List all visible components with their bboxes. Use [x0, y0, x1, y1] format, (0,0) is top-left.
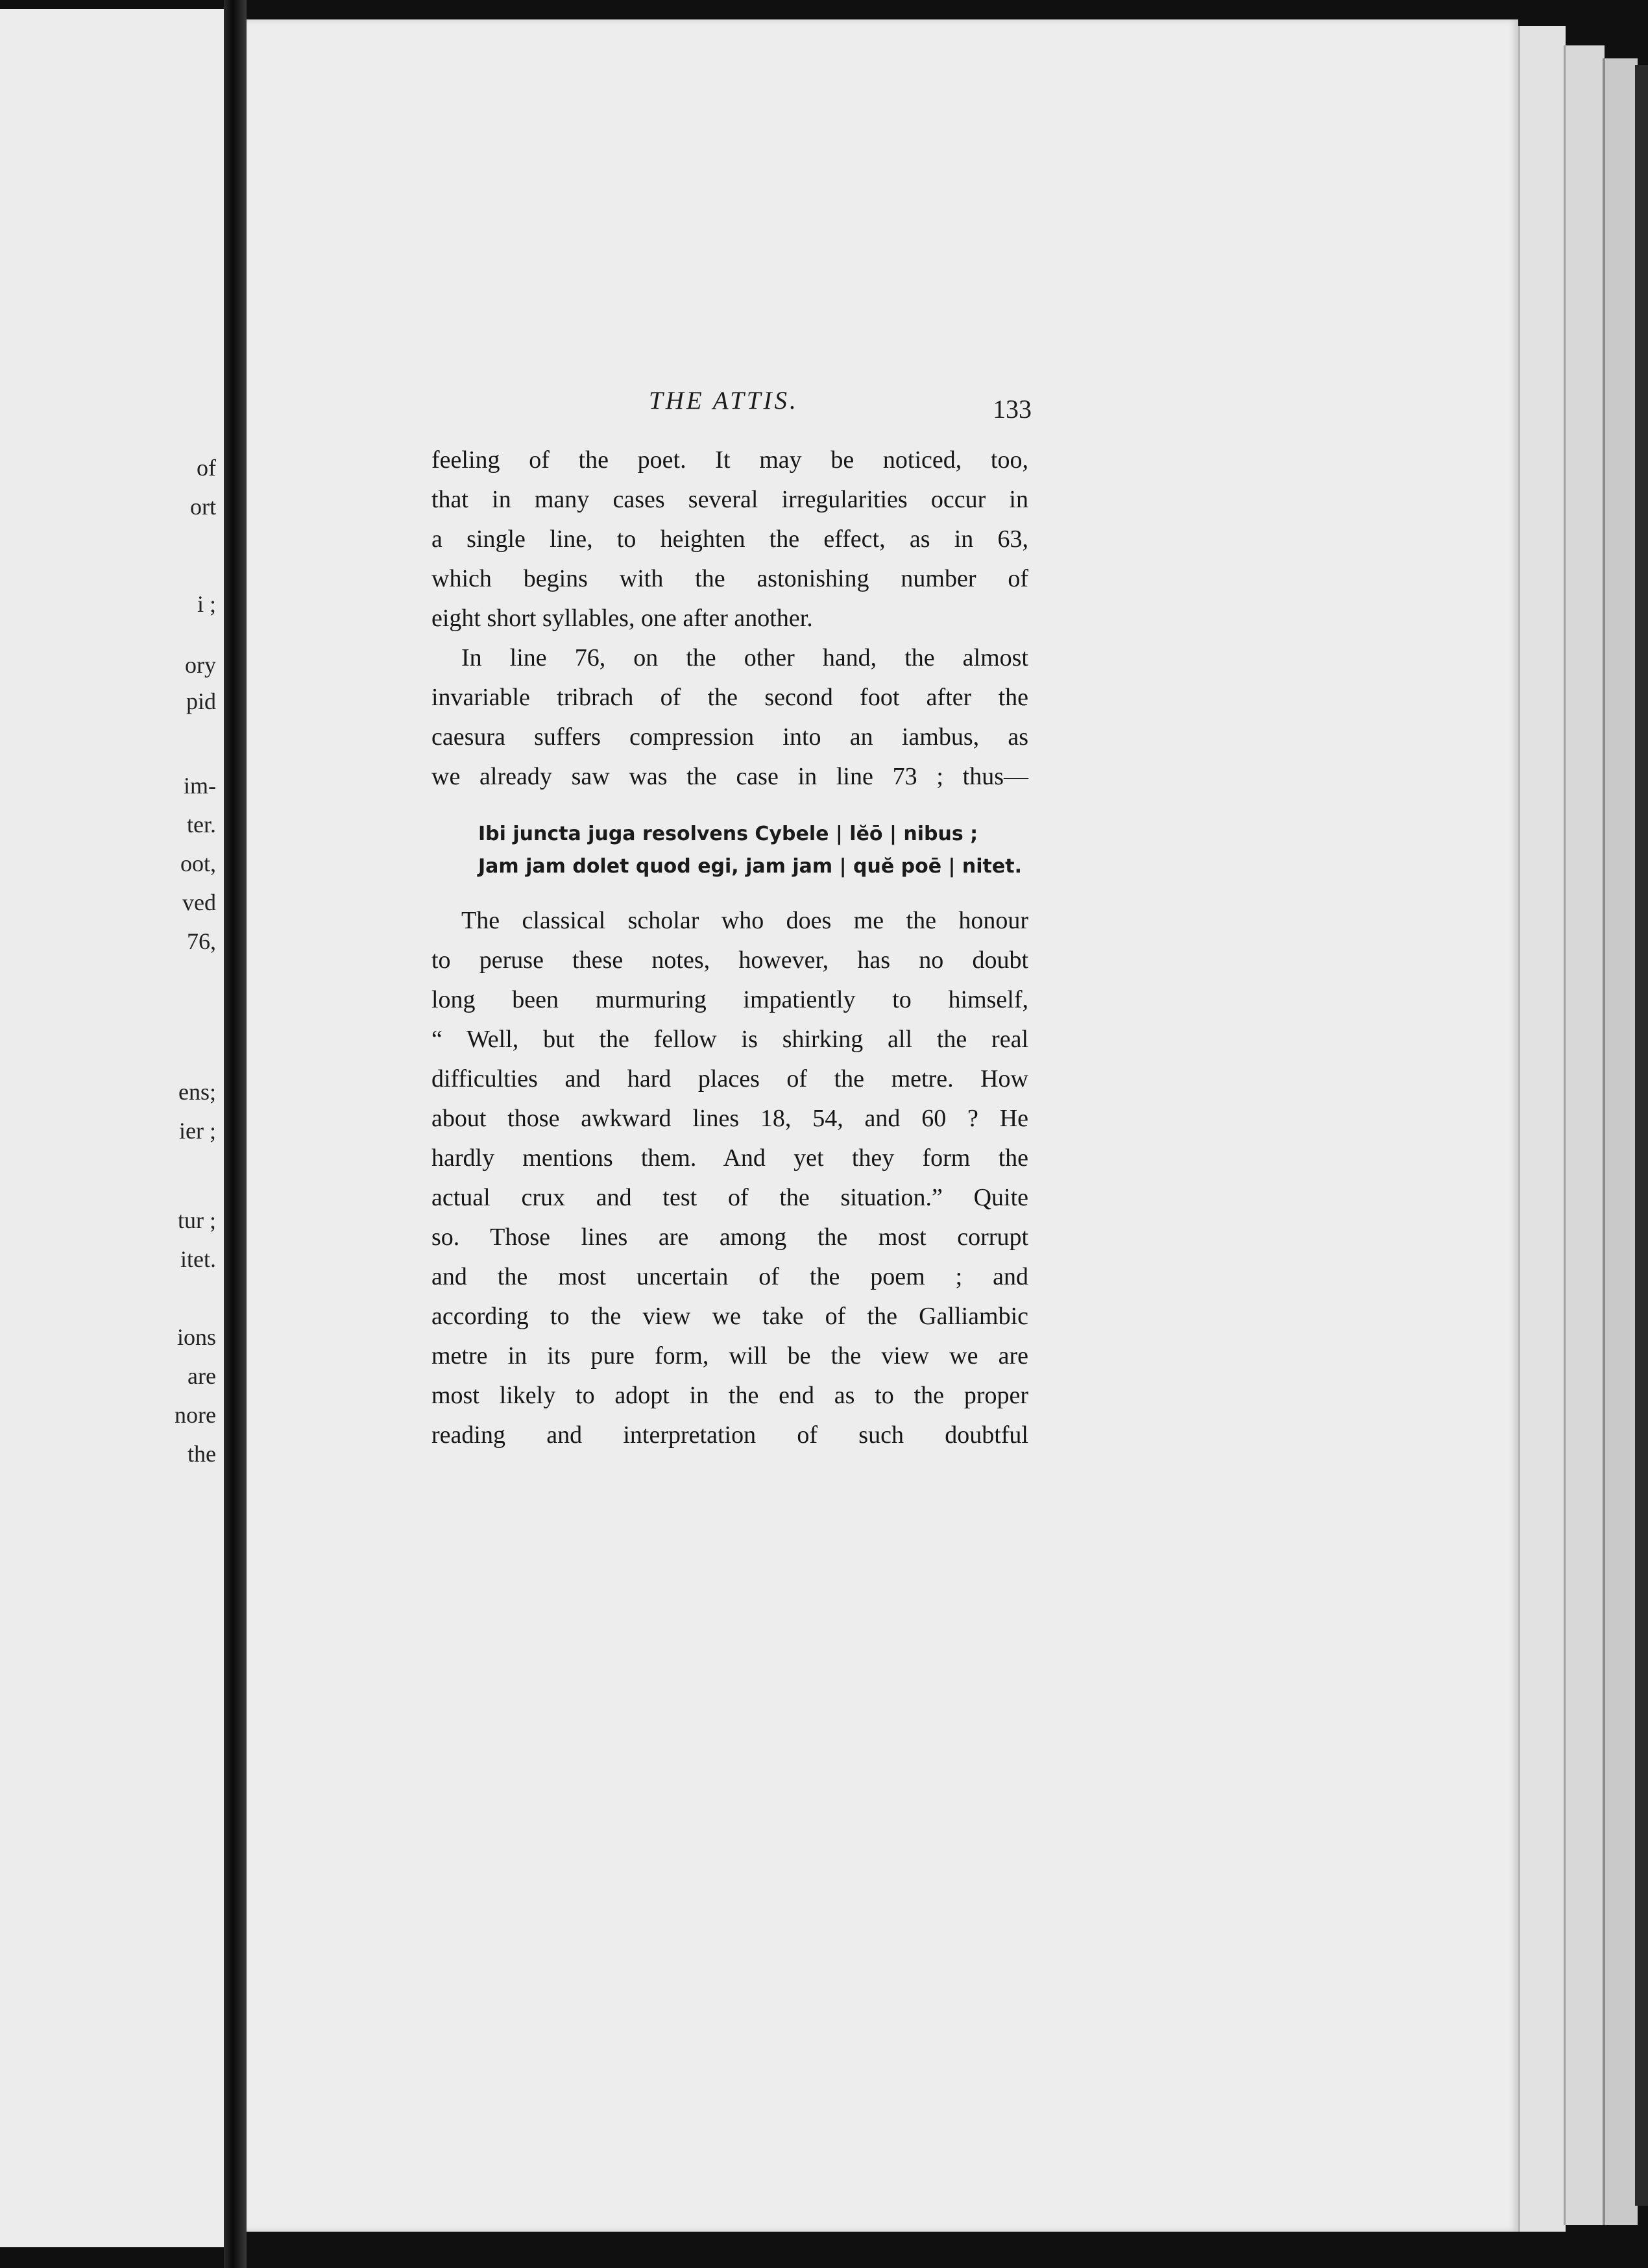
left-fragment: ter.: [187, 812, 216, 838]
verse-line: Ibi juncta juga resolvens Cybele | lĕō | nibus ;: [478, 823, 978, 845]
text-line: to peruse these notes, however, has no doubt: [431, 947, 1028, 974]
previous-page: [0, 9, 224, 2247]
text-line: we already saw was the case in line 73 ; thus—: [431, 763, 1028, 790]
text-line: difficulties and hard places of the metre. How: [431, 1065, 1028, 1092]
text-line: according to the view we take of the Galliambic: [431, 1303, 1028, 1330]
text-line: long been murmuring impatiently to himself,: [431, 986, 1028, 1013]
verse-line: Jam jam dolet quod egi, jam jam | quĕ poē | nitet.: [478, 855, 1022, 878]
left-fragment: the: [188, 1441, 216, 1467]
text-line: which begins with the astonishing number of: [431, 565, 1028, 592]
left-fragment: oot,: [180, 850, 216, 876]
text-line: a single line, to heighten the effect, as in 63,: [431, 525, 1028, 553]
left-fragment: itet.: [180, 1246, 216, 1272]
text-line: feeling of the poet. It may be noticed, too,: [431, 446, 1028, 474]
left-fragment: ory: [185, 652, 216, 678]
previous-page-text-fragments: [0, 9, 224, 2247]
page-edge: [1564, 45, 1605, 2225]
running-head: [623, 386, 1032, 425]
book-gutter: [224, 0, 247, 2268]
text-line: “ Well, but the fellow is shirking all the real: [431, 1026, 1028, 1053]
text-line: In line 76, on the other hand, the almost: [461, 644, 1028, 671]
text-line: so. Those lines are among the most corrupt: [431, 1224, 1028, 1251]
text-line: most likely to adopt in the end as to the proper: [431, 1382, 1028, 1409]
page-edge: [1518, 26, 1566, 2232]
left-fragment: nore: [175, 1402, 216, 1428]
left-fragment: 76,: [187, 928, 216, 954]
text-line: reading and interpretation of such doubtful: [431, 1421, 1028, 1449]
text-line: that in many cases several irregularities occur in: [431, 486, 1028, 513]
left-fragment: ions: [176, 1324, 216, 1350]
left-fragment: ier ;: [179, 1118, 216, 1144]
text-line: invariable tribrach of the second foot after the: [431, 684, 1028, 711]
left-fragment: ens;: [178, 1079, 216, 1105]
text-line: caesura suffers compression into an iambus, as: [431, 723, 1028, 751]
text-line: and the most uncertain of the poem ; and: [431, 1263, 1028, 1290]
text-line: The classical scholar who does me the honour: [461, 907, 1028, 934]
text-line: metre in its pure form, will be the view we are: [431, 1342, 1028, 1369]
text-line: about those awkward lines 18, 54, and 60 ? He: [431, 1105, 1028, 1132]
text-line: eight short syllables, one after another.: [431, 605, 813, 632]
page-body: [431, 448, 1035, 1473]
left-fragment: im-: [184, 773, 216, 799]
page-edge: [1635, 65, 1648, 2206]
page-edge: [1603, 58, 1638, 2225]
left-fragment: ort: [190, 494, 216, 520]
text-line: hardly mentions them. And yet they form the: [431, 1144, 1028, 1172]
left-fragment: ved: [182, 889, 216, 915]
text-line: actual crux and test of the situation.” Quite: [431, 1184, 1028, 1211]
left-fragment: pid: [186, 688, 216, 714]
page-number: 133: [993, 394, 1032, 424]
left-fragment: i ;: [197, 591, 216, 617]
left-fragment: are: [188, 1363, 216, 1389]
left-fragment: tur ;: [178, 1207, 216, 1233]
left-fragment: of: [197, 455, 216, 481]
page-title: THE ATTIS.: [649, 387, 799, 415]
